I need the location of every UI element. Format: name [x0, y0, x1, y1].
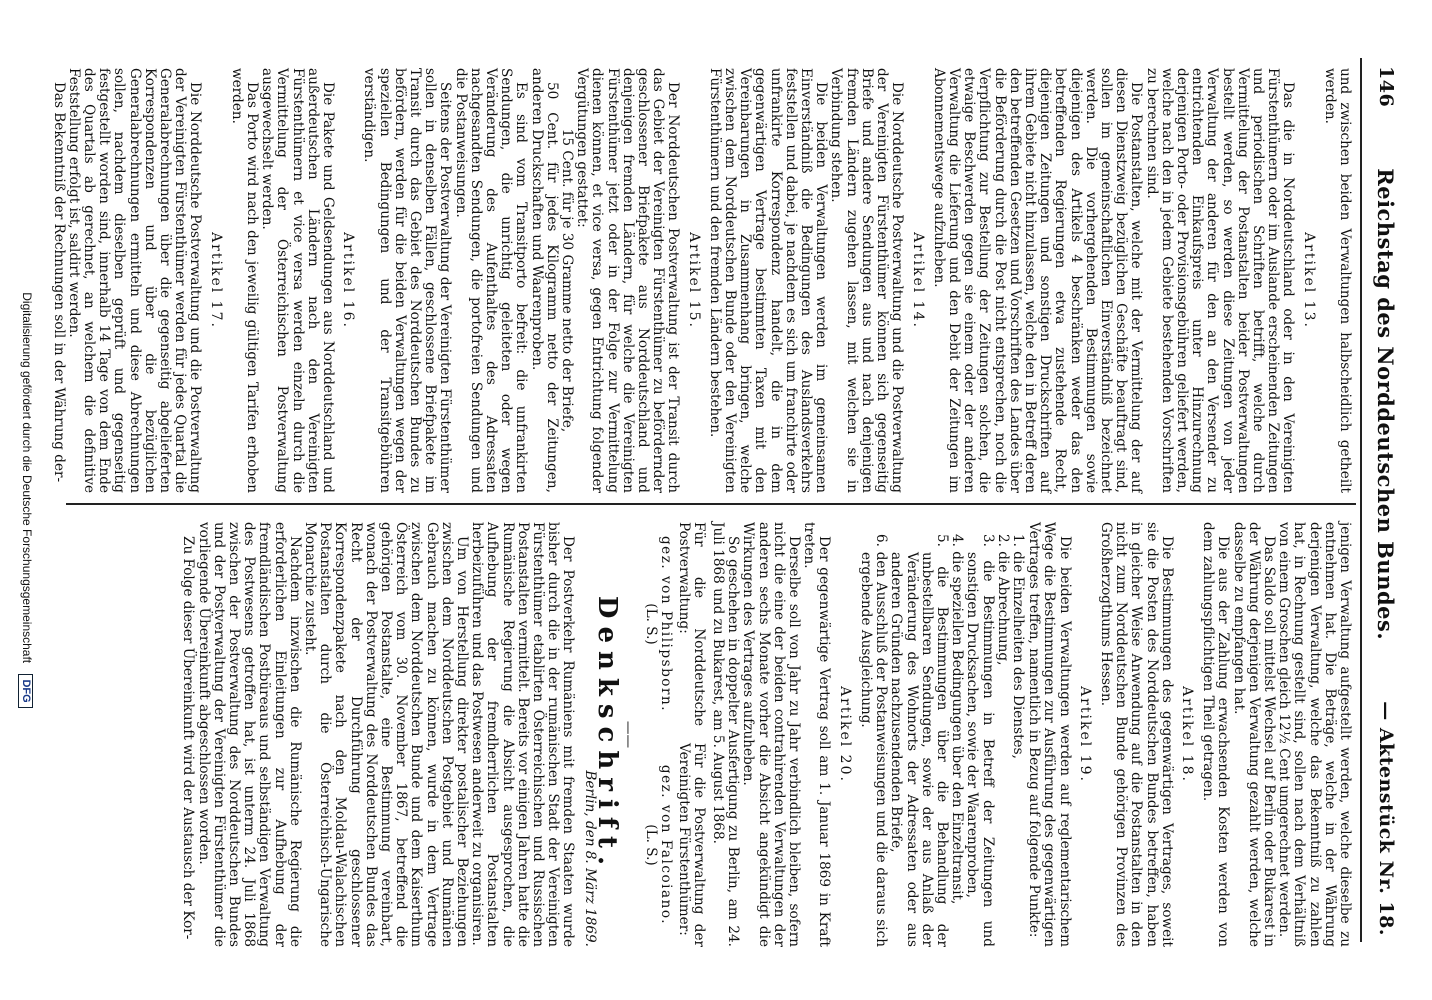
- signature-name: gez. von Philipsborn.: [658, 535, 675, 713]
- list-item: 1. die Einzelheiten des Dienstes,: [1009, 534, 1026, 759]
- seal-mark: (L. S.): [643, 603, 660, 645]
- paragraph: jenigen Verwaltung aufgestellt werden, welche dieselbe zu entnehmen hat. Die Beträge, welche in der Währung derjenigen Verwaltung, welche das Bekenntniß zu zahlen hat, in Rechnung gestellt sind, sollen nach dem Verhältniß von einem Groschen gleich 12½ Cent umgerechnet werden.: [1276, 522, 1353, 947]
- paragraph: Die Norddeutsche Postverwaltung und die Postverwaltung der Vereinigten Fürstenthümer können sich gegenseitig Briefe und andere Sendungen aus und nach denjenigen fremden Ländern zugehen lassen, mit welchen sie in Verbindung stehen.: [828, 68, 906, 493]
- digitization-footer: [18, 0, 34, 1000]
- signature-title: Für die Norddeutsche Postverwaltung:: [675, 522, 707, 726]
- paragraph: So geschehen in doppelter Ausfertigung zu Berlin, am 24. Juli 1868 und zu Bukarest, am 5. August 1868.: [710, 522, 742, 947]
- list-item: 4. die speziellen Bedingungen über den Einzeltransit,: [949, 534, 966, 905]
- provision-list: [858, 522, 1025, 947]
- left-column: [50, 68, 1352, 493]
- article-heading: Artikel 13.: [1300, 232, 1317, 329]
- paragraph: Das die in Norddeutschland oder in den Vereinigten Fürstenthümern oder im Auslande erscheinenden Zeitungen und periodischen Schriften betrifft, welche durch Vermittelung der Postanstalten beider Postverwaltungen bestellt werden, so werden diese Zeitungen von jeder Verwaltung der anderen für den an den Versender zu entrichtenden Einkaufspreis unter Hinzurechnung derjenigen Porto- oder Provisionsgebühren geliefert werden, welche nach den in jedem Gebiete bestehenden Vorschriften zu berechnen sind.: [1143, 68, 1297, 493]
- list-item: 3. die Bestimmungen in Betreff der Zeitungen und sonstigen Drucksachen, sowie der Waarenproben,: [964, 534, 996, 947]
- article-heading: Artikel 20.: [836, 686, 853, 783]
- article-heading: Artikel 16.: [340, 232, 357, 329]
- paragraph: Nachdem inzwischen die Rumänische Regierung die erforderlichen Einleitungen zur Aufhebung der fremdländischen Postbüreaus und selbständigen Verwaltung des Postwesens getroffen hat, ist unterm 24. Juli 1868 zwischen der Postverwaltung des Norddeutschen Bundes und der Postverwaltung der Vereinigten Fürstenthümer die vorliegende Übereinkunft abgeschlossen worden.: [195, 522, 303, 947]
- paragraph: Es sind vom Transitporto befreit: die unfrankirten Sendungen, die unrichtig geleiteten oder wegen Veränderung des Aufenthaltes des Adressaten nachgesandten Sendungen, die portofreien Sendungen und die Postanweisungen.: [452, 68, 530, 493]
- column-divider: [66, 503, 1356, 505]
- paragraph: Die aus der Zahlung erwachsenden Kosten werden von dem zahlungspflichtigen Theil getragen.: [1200, 522, 1232, 947]
- tariff-line: 15 Cent. für je 30 Gramme netto der Briefe,: [559, 128, 576, 433]
- paragraph: Das Saldo soll mittelst Wechsel auf Berlin oder Bukarest in der Währung derjenigen Verwaltung gezahlt werden, welche dasselbe zu empfangen hat.: [1230, 522, 1277, 947]
- paragraph: Die Bestimmungen des gegenwärtigen Vertrages, soweit sie die Posten des Norddeutschen Bundes betreffen, haben in gleicher Weise Anwendung auf die Postanstalten in den nicht zum Norddeutschen Bunde gehörigen Provinzen des Großherzogthums Hessen.: [1097, 522, 1175, 947]
- signature-block: [643, 522, 706, 947]
- paragraph: Um von Herstellung direkter postalischer Beziehungen zwischen dem Norddeutschen Postgebiet und Rumänien Gebrauch machen zu können, wurde in dem Vertrage zwischen dem Norddeutschen Bunde und dem Kaiserthum Österreich vom 30. November 1867, betreffend die gehörigen Postanstalte, eine Bestimmung vereinbart, wonach der Postverwaltung des Norddeutschen Bundes das Recht der Durchführung geschlossener Korrespondenzpakete nach den Moldau-Walachischen Postanstalten durch die Österreichisch-Ungarische Monarchie zusteht.: [302, 522, 471, 947]
- memorandum-title: Denkschrift.: [591, 595, 622, 874]
- article-heading: Artikel 17.: [207, 232, 224, 329]
- memorandum-date: Berlin, den 8. März 1869.: [581, 770, 598, 947]
- paragraph: und zwischen beiden Verwaltungen halbscheidlich getheilt werden.: [1321, 68, 1353, 493]
- list-item: 5. die Bestimmungen über die Behandlung der unbestellbaren Sendungen, sowie der aus Anlaß der Veränderung des Wohnorts der Adressaten oder aus anderen Gründen nachzusendenden Briefe,: [888, 534, 950, 947]
- paragraph: Der gegenwärtige Vertrag soll am 1. Januar 1869 in Kraft treten.: [801, 522, 833, 947]
- tariff-line: 50 Cent. für jedes Kilogramm netto der Zeitungen, anderen Druckschaften und Waarenproben.: [528, 68, 560, 493]
- paragraph: Seitens der Postverwaltung der Vereinigten Fürstenthümer sollen in denselben Fällen, geschlossene Briefpakete im Transit durch das Gebiet des Norddeutschen Bundes zu befördern, werden für die beiden Verwaltungen wegen der speziellen Bedingungen und der Transitgebühren verständigen.: [361, 68, 454, 493]
- paragraph: Die Postanstalten, welche mit der Vermittelung der auf diesen Dienstzweig bezüglichen Geschäfte beauftragt sind, sollen im gemeinschaftlichen Einverständniß bezeichnet werden. Die vorhergehenden Bestimmungen sowie diejenigen des Artikels 4 beschränken weder das den betreffenden Regierungen etwa zustehende Recht, diejenigen Zeitungen und sonstigen Druckschriften auf ihrem Gebiete nicht hinzulassen, welche den in Betreff deren den betreffenden Gesetzen und Vorschriften des Landes über die Beförderung durch die Post nicht entsprechen, noch die Verpflichtung zur Bestellung der Zeitungen solchen, die etwaige Beschwerden gegen sie einem oder der anderen Verwaltung die Lieferung und den Debit der Zeitungen im Abonnementswege aufzuheben.: [930, 68, 1145, 493]
- article-heading: Artikel 15.: [685, 232, 702, 329]
- header-title: Reichstag des Norddeutschen Bundes.: [1373, 168, 1399, 641]
- signature-title: Für die Postverwaltung der Vereinigten Fürstenthümer:: [675, 743, 707, 947]
- paragraph: Die Pakete und Geldsendungen aus Norddeutschland und außerdeutschen Ländern nach den Vereinigten Fürstenthümern et vice versa werden einzeln durch die Vermittelung der Österreichischen Postverwaltung ausgewechselt werden.: [259, 68, 336, 493]
- article-heading: Artikel 19.: [1076, 686, 1093, 783]
- right-column: [180, 522, 1352, 947]
- page-number: 146: [1375, 66, 1397, 108]
- paragraph: Die beiden Verwaltungen werden auf reglementarischem Wege die Bestimmungen zur Ausführung des gegenwärtigen Vertrages treffen, namentlich in Bezug auf folgende Punkte:: [1026, 522, 1073, 947]
- paragraph: Der Norddeutschen Postverwaltung ist der Transit durch das Gebiet der Vereinigten Fürstenthümer zu befördernder geschlossener Briefpakete aus Norddeutschland und denjenigen fremden Ländern, für welche die Vereinigten Fürstenthümer jetzt oder in der Folge zur Vermittelung dienen können, et vice versa, gegen Entrichtung folgender Vergütungen gestattet:: [574, 68, 682, 493]
- paragraph: Der Postverkehr Rumäniens mit fremden Staaten wurde bisher durch die in der rumänischen Stadt der Vereinigten Fürstenthümer etablirten Österreichischen und Russischen Postanstalten vermittelt. Bereits vor einigen Jahren hatte die Rumänische Regierung die Absicht ausgesprochen, die Aufhebung der fremdherrlichen Postanstalten herbeizuführen und das Postwesen anderweit zu organisiren.: [469, 522, 577, 947]
- signature-left: [643, 522, 706, 726]
- paragraph: Die beiden Verwaltungen werden im gemeinsamen Einverständniß die Bedingungen des Auslandsverkehrs feststellen und dabei, je nachdem es sich um franchirte oder unfrankirte Korrespondenz handelt, die in dem gegenwärtigen Vertrage bestimmten Taxen mit den Vereinbarungen in Zusammenhang bringen, welche zwischen dem Norddeutschen Bunde oder den Vereinigten Fürstenthümern und den fremden Ländern bestehen.: [706, 68, 830, 493]
- dfg-logo: DFG: [18, 674, 33, 707]
- list-item: 6. den Ausschluß der Postanweisungen und die daraus sich ergebende Ausgleichung.: [857, 534, 890, 947]
- signature-name: gez. von Falcoiano.: [658, 764, 675, 926]
- paragraph: Derselbe soll von Jahr zu Jahr verbindlich bleiben, sofern nicht die eine der beiden contrahirenden Verwaltungen der anderen sechs Monate vorher die Absicht angekündigt die Wirkungen des Vertrages aufzuheben.: [740, 522, 803, 947]
- paragraph: Zu Folge dieser Übereinkunft wird der Austausch der Kor-: [180, 536, 197, 940]
- article-heading: Artikel 14.: [909, 232, 926, 329]
- article-heading: Artikel 18.: [1178, 686, 1195, 783]
- paragraph: Das Bekenntniß der Rechnungen soll in der Währung der-: [50, 82, 67, 483]
- document-number: — Aktenstück Nr. 18.: [1375, 701, 1397, 936]
- header-rule: [1360, 58, 1362, 942]
- seal-mark: (L. S.): [643, 824, 660, 866]
- signature-right: [643, 743, 706, 947]
- list-item: 2. die Abrechnung,: [994, 534, 1011, 666]
- section-divider: ——: [620, 720, 637, 749]
- paragraph: Das Porto wird nach den jeweilig gültigen Tarifen erhoben werden.: [228, 68, 260, 493]
- page-header: [1366, 66, 1406, 936]
- paragraph: Die Norddeutsche Postverwaltung und die Postverwaltung der Vereinigten Fürstenthümer werden für jedes Quartal die Generalabrechnungen über die gegenseitig abgelieferten Korrespondenzen und über die bezüglichen Generalabrechnungen ermitteln und diese Abrechnungen sollen, nachdem dieselben geprüft und gegenseitig festgestellt worden sind, innerhalb 14 Tage von dem Ende des Quartals ab gerechnet, an welchem die definitive Feststellung erfolgt ist, saldirt werden.: [65, 68, 204, 493]
- footer-text: Digitalisierung gefördert durch die Deutsche Forschungsgemeinschaft: [20, 292, 34, 664]
